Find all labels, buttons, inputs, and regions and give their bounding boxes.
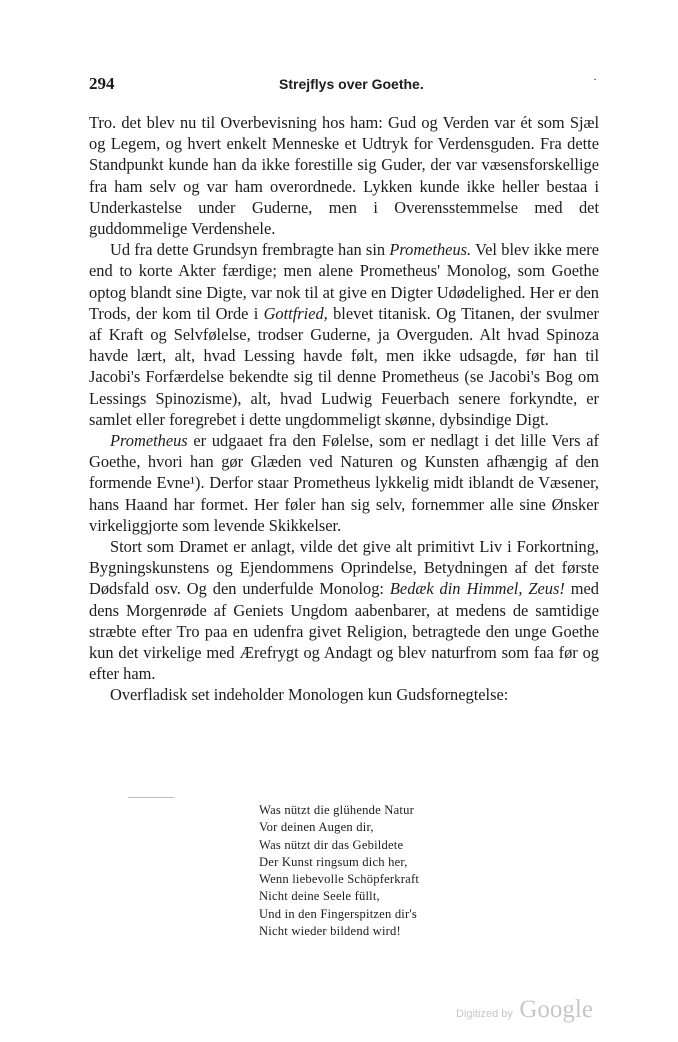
text-segment: Stort som Dramet er anlagt, vilde det give alt primitivt Liv i Forkortning, Bygningskunstens og Ejendommens Oprindelse, Betydningen af det første Dødsfald osv. Og den underfulde Monolog:: [89, 537, 599, 599]
poem-line: Und in den Fingerspitzen dir's: [259, 906, 417, 921]
poem-line: Wenn liebevolle Schöpferkraft: [259, 872, 420, 887]
paragraph: [89, 239, 599, 430]
poem-line: Nicht wieder bildend wird!: [259, 924, 401, 939]
divider-rule: [128, 797, 174, 798]
text-segment: med dens Morgenrøde af Geniets Ungdom aabenbarer, at medens de samtidige stræbte efter Tro paa en udenfra givet Religion, betragtede den unge Goethe kun det virkelige med Ærefrygt og Andagt og blev naturfrom som faa før og efter ham.: [89, 579, 599, 684]
page-header: [89, 74, 599, 96]
poem-line: Was nützt dir das Gebildete: [259, 837, 404, 852]
italic-title: Prometheus: [110, 431, 188, 451]
digitized-watermark: [456, 996, 593, 1024]
text-segment: Ud fra dette Grundsyn frembragte han sin: [110, 240, 390, 260]
poem-quote: [259, 802, 559, 940]
paragraph: [89, 430, 599, 536]
running-title: Strejflys over Goethe.: [279, 76, 424, 92]
page-number: 294: [89, 74, 115, 93]
italic-title: Gottfried,: [263, 303, 328, 323]
poem-line: Der Kunst ringsum dich her,: [259, 854, 408, 869]
paragraph: [89, 536, 599, 684]
text-segment: er udgaaet fra den Følelse, som er nedlagt i det lille Vers af Goethe, hvori han gør Glæden ved Naturen og Kunsten afhængig af den formende Evne¹). Derfor staar Prometheus lykkelig midt iblandt de Væsener, hans Haand har formet. Her føler han sig selv, fornemmer alle sine Ønsker virkeliggjorte som levende Skikkelser.: [89, 431, 599, 535]
italic-title: Bedæk din Himmel, Zeus!: [389, 579, 565, 599]
italic-title: Prometheus.: [389, 240, 472, 260]
text-segment: Overfladisk set indeholder Monologen kun Gudsfornegtelse:: [110, 685, 509, 705]
body-text: [89, 112, 599, 706]
text-segment: blevet titanisk. Og Titanen, der svulmer af Kraft og Selvfølelse, trodser Guderne, ja Overguden. Alt hvad Spinoza havde lært, alt, hvad Lessing havde følt, men ikke udsagde, før han til Jacobi's Forfærdelse bekendte sig til denne Prometheus (se Jacobi's Bog om Lessings Spinozisme), alt, hvad Ludwig Feuerbach senere forkyndte, er samlet eller foregrebet i dette ungdommeligt skønne, dybsindige Digt.: [89, 303, 599, 429]
poem-line: Vor deinen Augen dir,: [259, 820, 374, 835]
text-segment: Vel blev ikke mere end to korte Akter færdige; men alene Prometheus' Monolog, som Goethe optog blandt sine Digte, var nok til at give en Digter Udødelighed. Her er den Trods, der kom til Orde i: [89, 240, 599, 323]
poem-line: Nicht deine Seele füllt,: [259, 889, 380, 904]
watermark-prefix: Digitized by: [456, 1008, 513, 1020]
text-segment: Tro. det blev nu til Overbevisning hos ham: Gud og Verden var ét som Sjæl og Legem, og hvert enkelt Menneske et Udtryk for Verdensguden. Fra dette Standpunkt kunde han da ikke forestille sig Guder, der var væsensforskellige fra ham selv og var ham overordnede. Lykken kunde ikke heller bestaa i Underkastelse under Guderne, men i Overensstemmelse med det guddommelige Verdenshele.: [89, 113, 599, 239]
paragraph: [89, 684, 599, 705]
poem-line: Was nützt die glühende Natur: [259, 803, 414, 817]
paragraph: [89, 112, 599, 239]
margin-mark: ·: [593, 72, 597, 86]
watermark-brand: Google: [519, 996, 593, 1023]
